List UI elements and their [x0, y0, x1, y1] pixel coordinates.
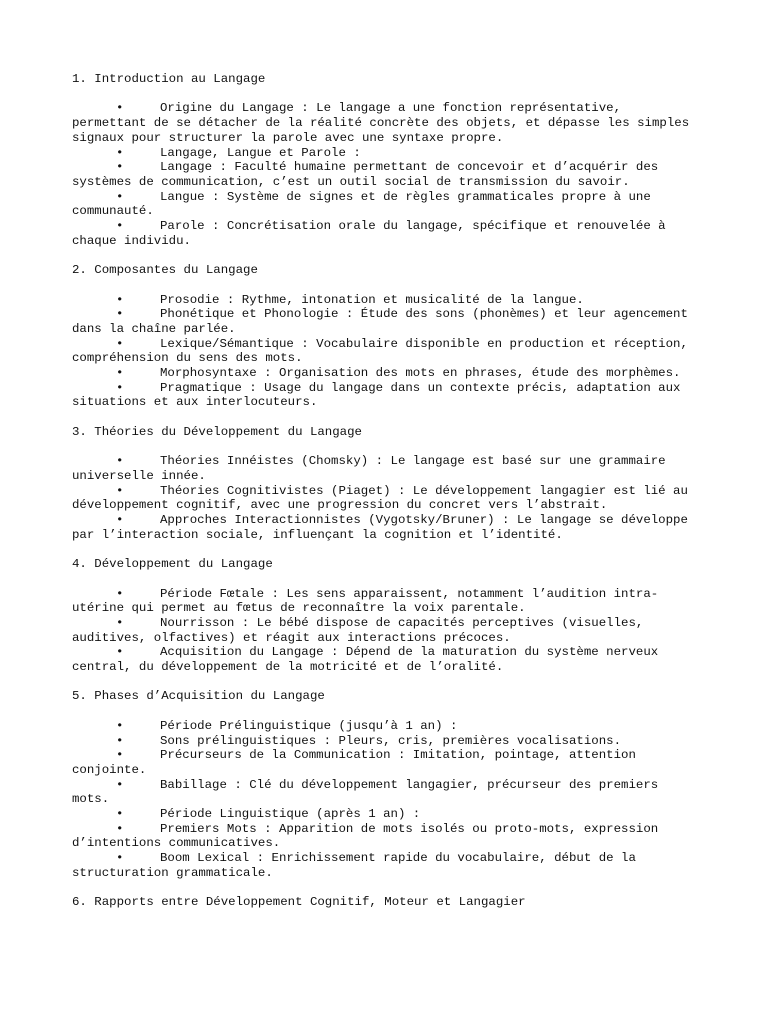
list-item-text: Langue : Système de signes et de règles grammaticales propre à une communauté. — [72, 189, 651, 219]
bullet-icon: • — [116, 851, 124, 866]
bullet-icon: • — [116, 380, 124, 395]
list-item-text: Langage : Faculté humaine permettant de concevoir et d’acquérir des systèmes de communication, c’est un outil social de transmission du savoir. — [72, 160, 659, 189]
bullet-icon: • — [116, 454, 124, 469]
bullet-icon: • — [116, 513, 124, 528]
list-item-text: Période Fœtale : Les sens apparaissent, notamment l’audition intra-utérine qui permet au fœtus de reconnaître la voix parentale. — [72, 586, 659, 616]
list-item-text: Période Linguistique (après 1 an) : — [160, 807, 421, 822]
section-introduction — [72, 72, 702, 248]
list-item — [72, 484, 702, 513]
list-item-text: Babillage : Clé du développement langagier, précurseur des premiers mots. — [72, 777, 659, 807]
section-heading: 4. Développement du Langage — [72, 557, 273, 572]
list-item — [72, 307, 702, 336]
list-item — [72, 337, 702, 366]
list-item — [72, 807, 702, 822]
bullet-icon: • — [116, 160, 124, 175]
bullet-icon: • — [116, 645, 124, 660]
list-item-text: Langage, Langue et Parole : — [160, 145, 361, 160]
bullet-icon: • — [116, 145, 124, 160]
list-item-text: Théories Cognitivistes (Piaget) : Le développement langagier est lié au développement cognitif, avec une progression du concret vers l’abstrait. — [72, 483, 688, 513]
list-item — [72, 160, 702, 189]
section-heading: 6. Rapports entre Développement Cognitif, Moteur et Langagier — [72, 895, 526, 910]
bullet-icon: • — [116, 219, 124, 234]
bullet-icon: • — [116, 189, 124, 204]
section-heading: 2. Composantes du Langage — [72, 263, 258, 278]
list-item — [72, 616, 702, 645]
list-item-text: Premiers Mots : Apparition de mots isolés ou proto-mots, expression d’intentions communicatives. — [72, 821, 659, 851]
list-item-text: Sons prélinguistiques : Pleurs, cris, premières vocalisations. — [160, 733, 622, 748]
section-heading: 1. Introduction au Langage — [72, 72, 266, 86]
list-item — [72, 381, 702, 410]
section-rapports — [72, 895, 702, 910]
list-item — [72, 454, 702, 483]
bullet-icon: • — [116, 807, 124, 822]
bullet-icon: • — [116, 748, 124, 763]
section-theories — [72, 425, 702, 543]
list-item-text: Période Prélinguistique (jusqu’à 1 an) : — [160, 718, 458, 733]
list-item — [72, 587, 702, 616]
section-composantes — [72, 263, 702, 410]
list-item-text: Lexique/Sémantique : Vocabulaire disponible en production et réception, compréhension du sens des mots. — [72, 336, 688, 366]
bullet-icon: • — [116, 336, 124, 351]
bullet-icon: • — [116, 718, 124, 733]
list-item — [72, 219, 702, 248]
list-item — [72, 513, 702, 542]
list-item — [72, 822, 702, 851]
bullet-icon: • — [116, 483, 124, 498]
bullet-icon: • — [116, 821, 124, 836]
list-item-text: Précurseurs de la Communication : Imitation, pointage, attention conjointe. — [72, 748, 636, 777]
section-heading: 5. Phases d’Acquisition du Langage — [72, 689, 325, 704]
list-item-text: Phonétique et Phonologie : Étude des sons (phonèmes) et leur agencement dans la chaîne parlée. — [72, 307, 688, 336]
bullet-icon: • — [116, 307, 124, 322]
section-heading: 3. Théories du Développement du Langage — [72, 424, 362, 439]
bullet-icon: • — [116, 292, 124, 307]
section-phases — [72, 689, 702, 880]
list-item-text: Boom Lexical : Enrichissement rapide du vocabulaire, début de la structuration grammaticale. — [72, 851, 636, 880]
list-item — [72, 190, 702, 219]
section-developpement — [72, 557, 702, 675]
list-item-text: Parole : Concrétisation orale du langage, spécifique et renouvelée à chaque individu. — [72, 219, 666, 248]
list-item — [72, 101, 702, 145]
list-item-text: Pragmatique : Usage du langage dans un contexte précis, adaptation aux situations et aux interlocuteurs. — [72, 380, 681, 410]
bullet-icon: • — [116, 101, 124, 116]
bullet-icon: • — [116, 733, 124, 748]
list-item-text: Prosodie : Rythme, intonation et musicalité de la langue. — [160, 292, 584, 307]
list-item-text: Origine du Langage : Le langage a une fonction représentative, permettant de se détacher de la réalité concrète des objets, et dépasse les simples signaux pour structurer la parole avec une syntaxe propre. — [72, 101, 690, 145]
list-item — [72, 293, 702, 308]
list-item — [72, 851, 702, 880]
bullet-icon: • — [116, 586, 124, 601]
list-item-text: Nourrisson : Le bébé dispose de capacités perceptives (visuelles, auditives, olfactives) et réagit aux interactions précoces. — [72, 615, 644, 645]
document-page — [72, 72, 702, 925]
list-item — [72, 778, 702, 807]
list-item — [72, 734, 702, 749]
list-item — [72, 748, 702, 777]
list-item — [72, 719, 702, 734]
list-item-text: Approches Interactionnistes (Vygotsky/Bruner) : Le langage se développe par l’interaction sociale, influençant la cognition et l’identité. — [72, 513, 688, 542]
list-item — [72, 366, 702, 381]
list-item-text: Acquisition du Langage : Dépend de la maturation du système nerveux central, du développement de la motricité et de l’oralité. — [72, 645, 659, 675]
bullet-icon: • — [116, 366, 124, 381]
list-item — [72, 645, 702, 674]
list-item-text: Morphosyntaxe : Organisation des mots en phrases, étude des morphèmes. — [160, 366, 681, 381]
list-item-text: Théories Innéistes (Chomsky) : Le langage est basé sur une grammaire universelle innée. — [72, 454, 666, 483]
bullet-icon: • — [116, 615, 124, 630]
list-item — [72, 146, 702, 161]
bullet-icon: • — [116, 777, 124, 792]
